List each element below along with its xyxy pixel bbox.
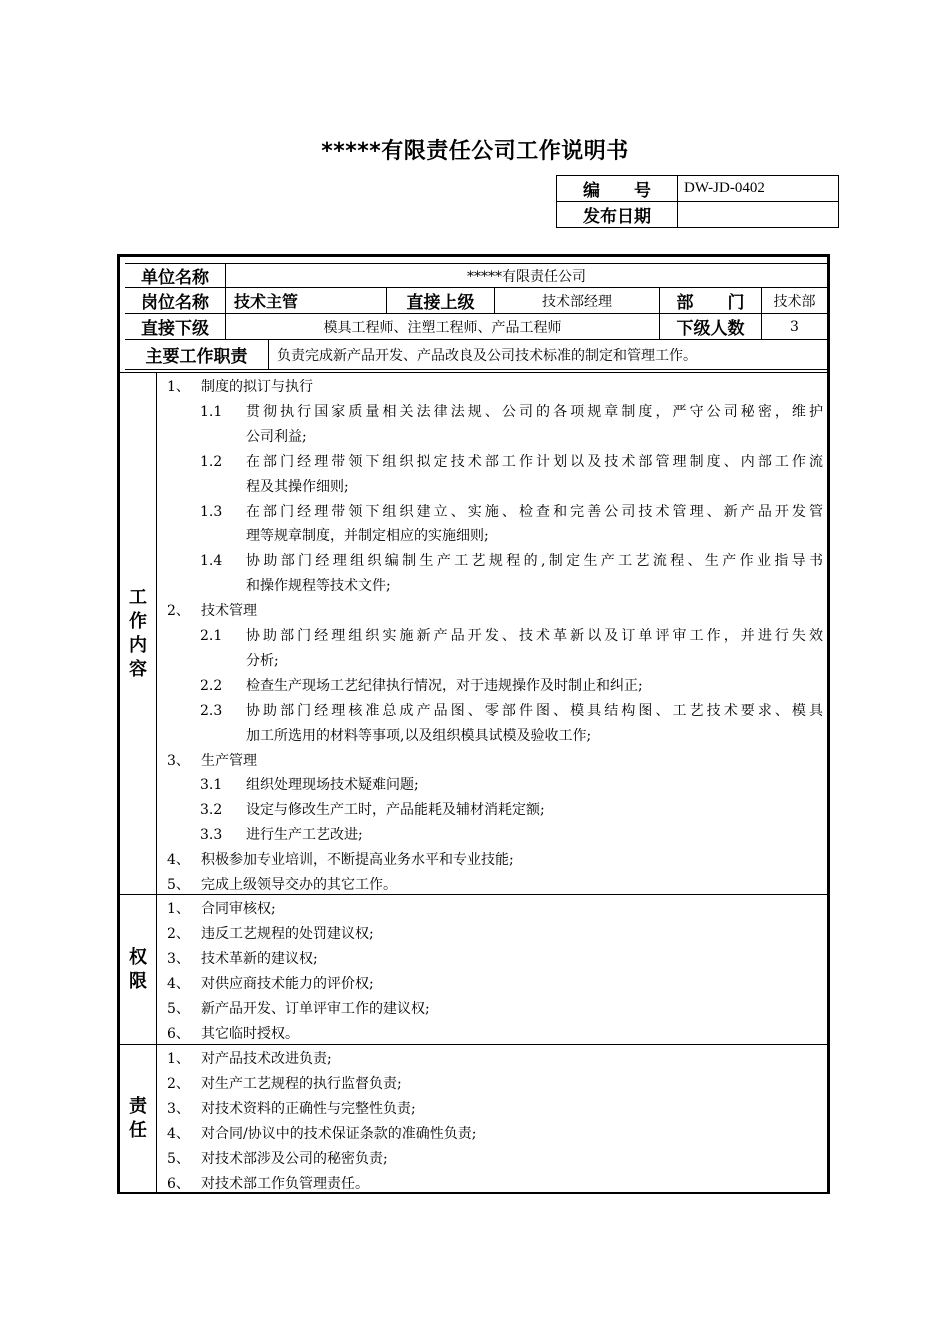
authority-line-number: 5、 xyxy=(167,1000,190,1017)
meta-table xyxy=(556,175,839,228)
authority-line-text: 技术革新的建议权; xyxy=(201,950,318,967)
work-line xyxy=(157,425,827,450)
responsibility-line-text: 对技术资料的正确性与完整性负责; xyxy=(201,1100,416,1117)
work-line-text: 在部门经理带领下组织建立、实施、检查和完善公司技术管理、新产品开发管 xyxy=(246,503,823,520)
superior-label: 直接上级 xyxy=(387,288,495,313)
responsibility-line xyxy=(157,1047,827,1072)
work-line-number: 2.3 xyxy=(200,702,223,719)
work-section xyxy=(120,372,827,895)
work-line-number: 1.2 xyxy=(200,453,223,470)
unit-value: *****有限责任公司 xyxy=(467,268,586,285)
responsibility-line xyxy=(157,1122,827,1147)
responsibility-line-number: 2、 xyxy=(167,1075,190,1092)
number-value: DW-JD-0402 xyxy=(678,176,839,202)
work-line xyxy=(157,549,827,574)
authority-line xyxy=(157,1022,827,1047)
work-line-number: 4、 xyxy=(167,852,190,869)
work-label-text: 工 作 内 容 xyxy=(129,586,147,680)
responsibility-line-text: 对产品技术改进负责; xyxy=(201,1051,332,1067)
work-line-text: 理等规章制度，并制定相应的实施细则; xyxy=(246,528,489,545)
duty-label: 主要工作职责 xyxy=(125,340,269,369)
responsibility-line-number: 1、 xyxy=(167,1051,190,1067)
superior-value: 技术部经理 xyxy=(495,288,660,313)
dept-value: 技术部 xyxy=(773,293,816,310)
work-line-number: 1.3 xyxy=(200,503,223,520)
work-line-text: 组织处理现场技术疑难问题; xyxy=(246,777,419,794)
responsibility-line-number: 6、 xyxy=(167,1175,190,1192)
work-line-number: 1.1 xyxy=(200,403,223,420)
number-label: 编 号 xyxy=(557,176,678,202)
authority-line xyxy=(157,922,827,947)
work-line-text: 分析; xyxy=(246,652,279,669)
responsibility-line-text: 对生产工艺规程的执行监督负责; xyxy=(201,1075,402,1092)
responsibility-line xyxy=(157,1172,827,1197)
responsibility-line-number: 3、 xyxy=(167,1100,190,1117)
work-line-number: 3.1 xyxy=(200,777,223,794)
position-value: 技术主管 xyxy=(226,288,387,313)
count-label: 下级人数 xyxy=(660,314,762,339)
responsibility-line-text: 对合同/协议中的技术保证条款的准确性负责; xyxy=(201,1125,477,1142)
date-value xyxy=(678,202,839,228)
unit-row xyxy=(125,263,827,288)
work-line xyxy=(157,848,827,873)
work-line xyxy=(157,400,827,425)
work-line xyxy=(157,724,827,749)
work-line xyxy=(157,450,827,475)
work-line-text: 进行生产工艺改进; xyxy=(246,827,363,844)
responsibility-label-text: 责 任 xyxy=(129,1096,147,1141)
work-line-number: 2.1 xyxy=(200,628,223,644)
work-line-number: 2.2 xyxy=(200,677,223,694)
duty-value: 负责完成新产品开发、产品改良及公司技术标准的制定和管理工作。 xyxy=(277,347,697,364)
responsibility-content xyxy=(157,1045,827,1193)
work-label xyxy=(120,373,157,894)
responsibility-line xyxy=(157,1147,827,1172)
authority-line-number: 2、 xyxy=(167,925,190,942)
subordinate-row xyxy=(125,314,827,340)
authority-line xyxy=(157,947,827,972)
subordinate-value: 模具工程师、注塑工程师、产品工程师 xyxy=(226,314,660,339)
work-line-text: 公司利益; xyxy=(246,428,307,445)
responsibility-section xyxy=(120,1045,827,1193)
work-line-text: 协助部门经理组织编制生产工艺规程的,制定生产工艺流程、生产作业指导书 xyxy=(246,553,823,570)
responsibility-label xyxy=(120,1045,157,1193)
responsibility-line xyxy=(157,1097,827,1122)
authority-label-text: 权 限 xyxy=(129,946,147,992)
work-line-text: 制度的拟订与执行 xyxy=(201,379,313,395)
work-line xyxy=(157,823,827,848)
work-line-number: 3、 xyxy=(167,752,190,769)
authority-line-text: 新产品开发、订单评审工作的建议权; xyxy=(201,1000,430,1017)
work-line-text: 贯彻执行国家质量相关法律法规、公司的各项规章制度，严守公司秘密，维护 xyxy=(246,403,823,420)
authority-line-text: 对供应商技术能力的评价权; xyxy=(201,975,374,992)
job-description-table xyxy=(117,254,830,1194)
unit-label: 单位名称 xyxy=(125,264,226,287)
work-line-text: 加工所选用的材料等事项,以及组织模具试模及验收工作; xyxy=(246,727,592,744)
responsibility-line xyxy=(157,1072,827,1097)
authority-label xyxy=(120,895,157,1044)
work-line xyxy=(157,749,827,774)
responsibility-line-number: 4、 xyxy=(167,1125,190,1142)
work-line xyxy=(157,649,827,674)
date-label: 发布日期 xyxy=(557,202,678,228)
work-line-text: 协助部门经理组织实施新产品开发、技术革新以及订单评审工作，并进行失效 xyxy=(246,628,823,644)
work-line xyxy=(157,574,827,599)
work-line-text: 完成上级领导交办的其它工作。 xyxy=(201,877,397,893)
subordinate-label: 直接下级 xyxy=(125,314,226,339)
responsibility-line-text: 对技术部涉及公司的秘密负责; xyxy=(201,1150,388,1167)
authority-line xyxy=(157,997,827,1022)
authority-line xyxy=(157,972,827,997)
work-line-text: 检查生产现场工艺纪律执行情况，对于违规操作及时制止和纠正; xyxy=(246,677,643,694)
authority-line-number: 6、 xyxy=(167,1025,190,1042)
work-line-number: 3.2 xyxy=(200,802,223,819)
work-line xyxy=(157,624,827,649)
authority-line xyxy=(157,897,827,922)
work-line-text: 生产管理 xyxy=(201,752,257,769)
work-line-text: 积极参加专业培训，不断提高业务水平和专业技能; xyxy=(201,852,514,869)
position-label: 岗位名称 xyxy=(125,288,226,313)
authority-line-text: 合同审核权; xyxy=(201,901,276,917)
work-line xyxy=(157,798,827,823)
work-content xyxy=(157,373,827,894)
authority-line-text: 其它临时授权。 xyxy=(201,1025,299,1042)
work-line-number: 3.3 xyxy=(200,827,223,844)
work-line xyxy=(157,375,827,400)
work-line xyxy=(157,699,827,724)
authority-line-number: 3、 xyxy=(167,950,190,967)
dept-label: 部 门 xyxy=(660,288,762,313)
position-row xyxy=(125,288,827,314)
work-line xyxy=(157,524,827,549)
work-line-text: 程及其操作细则; xyxy=(246,478,349,495)
work-line-text: 在部门经理带领下组织拟定技术部工作计划以及技术部管理制度、内部工作流 xyxy=(246,453,823,470)
work-line-text: 和操作规程等技术文件; xyxy=(246,578,391,595)
work-line xyxy=(157,500,827,525)
work-line-text: 协助部门经理核准总成产品图、零部件图、模具结构图、工艺技术要求、模具 xyxy=(246,702,823,719)
responsibility-line-number: 5、 xyxy=(167,1150,190,1167)
responsibility-line-text: 对技术部工作负管理责任。 xyxy=(201,1175,369,1192)
authority-content xyxy=(157,895,827,1044)
work-line xyxy=(157,773,827,798)
authority-line-text: 违反工艺规程的处罚建议权; xyxy=(201,925,374,942)
work-line-number: 5、 xyxy=(167,877,190,893)
authority-line-number: 4、 xyxy=(167,975,190,992)
work-line-text: 设定与修改生产工时，产品能耗及辅材消耗定额; xyxy=(246,802,545,819)
work-line xyxy=(157,599,827,624)
document-title: *****有限责任公司工作说明书 xyxy=(321,139,629,164)
authority-line-number: 1、 xyxy=(167,901,190,917)
count-value: 3 xyxy=(790,318,799,335)
authority-section xyxy=(120,895,827,1045)
work-line-number: 2、 xyxy=(167,603,190,620)
work-line-number: 1.4 xyxy=(200,553,223,570)
work-line-text: 技术管理 xyxy=(201,603,257,620)
work-line-number: 1、 xyxy=(167,379,190,395)
duty-row xyxy=(125,340,827,370)
work-line xyxy=(157,475,827,500)
work-line xyxy=(157,674,827,699)
